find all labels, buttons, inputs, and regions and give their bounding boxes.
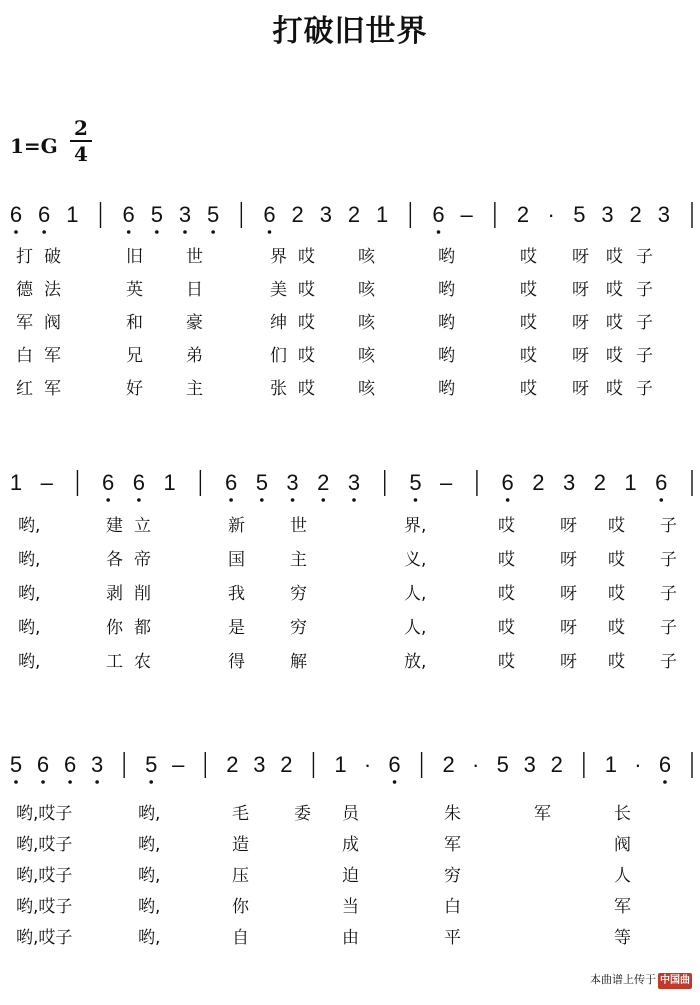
note: 3 [286,470,299,495]
lyric: 我 [228,584,245,604]
lyric: 英 [126,280,143,300]
lyric: 哟, [18,618,41,638]
note: 3 [601,202,614,227]
lyric: 是 [228,618,245,638]
lyric: 子 [636,379,653,399]
lyric: 哟 [438,346,455,366]
lyric: 哟, [18,550,41,570]
note: 2 [317,470,330,495]
lyric: 绅 [270,313,287,333]
low-octave-dot [414,498,418,502]
lyric: 哎 [520,346,537,366]
lyric: 工 [106,652,123,672]
time-signature-bottom: 4 [74,141,88,166]
note: 2 [629,202,642,227]
lyric: 穷 [290,618,307,638]
note: 2 [442,752,455,777]
lyric: 哎 [498,584,515,604]
lyric: 自 [232,928,249,948]
lyric: 哟 [438,280,455,300]
key-signature: 1=G [10,134,58,158]
note: – [460,202,473,227]
lyric: 哎 [606,280,623,300]
lyric: 军 [534,804,551,824]
note: 3 [178,202,192,227]
low-octave-dot [42,230,46,234]
lyric: 咳 [358,379,375,399]
note: 6 [38,202,51,227]
lyric: 剥 [106,584,123,604]
lyric: 呀 [560,550,577,570]
note: 6 [36,752,50,777]
low-octave-dot [321,498,325,502]
lyric: 哎 [498,516,515,536]
note: 2 [291,202,304,227]
low-octave-dot [106,498,110,502]
lyric: 呀 [572,379,589,399]
lyric: 农 [134,652,151,672]
low-octave-dot [437,230,441,234]
lyric: 立 [134,516,151,536]
lyric: 呀 [560,584,577,604]
lyric: 压 [232,866,249,886]
lyric: 哎 [520,313,537,333]
note: 1 [624,470,637,495]
lyric: 咳 [358,313,375,333]
lyric: 哎 [520,247,537,267]
low-octave-dot [95,780,99,784]
lyric: 哎 [298,247,315,267]
lyric: 哎 [498,652,515,672]
lyric: 哟, [138,804,161,824]
note: 6 [501,470,514,495]
lyric: 打 [16,247,33,267]
note: 1 [376,202,389,227]
note: 5 [573,202,586,227]
lyric: 破 [44,247,61,267]
lyric: 哎 [606,346,623,366]
lyric: 哎 [520,379,537,399]
lyric: 员 [342,804,359,824]
lyric: 美 [270,280,287,300]
lyric: 德 [16,280,33,300]
low-octave-dot [352,498,356,502]
site-logo: 中国曲谱网 [660,975,690,1002]
footer-text: 本曲谱上传于 [590,973,656,986]
lyric: 哟,哎子 [16,835,73,855]
lyric: 哟,哎子 [16,804,73,824]
low-octave-dot [663,780,667,784]
lyric: 穷 [290,584,307,604]
lyric: 子 [636,280,653,300]
lyric: 迫 [342,866,359,886]
lyric: 穷 [444,866,461,886]
lyric: 新 [228,516,245,536]
song-title: 打破旧世界 [272,14,428,49]
lyric: 人 [614,866,631,886]
lyric: 哟, [138,928,161,948]
note: 5 [150,202,163,227]
lyric: 弟 [186,346,203,366]
note: 3 [562,470,576,495]
lyric: 哎 [608,584,625,604]
lyric: 好 [126,379,143,399]
lyric: 哟, [18,652,41,672]
lyric: 哎 [608,550,625,570]
note: 5 [409,470,422,495]
lyric: 张 [270,379,287,399]
lyric: 呀 [560,516,577,536]
note: 2 [347,202,361,227]
note: 2 [532,470,545,495]
lyric: 由 [342,928,359,948]
note: – [440,470,453,495]
lyric: 都 [134,618,151,638]
note: – [40,470,53,495]
lyric: 你 [232,897,249,917]
lyric: 红 [16,379,33,399]
low-octave-dot [155,230,159,234]
lyric: 哎 [608,652,625,672]
lyric: 子 [636,346,653,366]
lyric: 哟 [438,247,455,267]
low-octave-dot [14,780,18,784]
lyric: 军 [444,835,461,855]
lyric: 子 [660,652,677,672]
lyric: 哎 [498,618,515,638]
lyric: 毛 [232,804,249,824]
lyric: 子 [636,247,653,267]
note: 3 [347,470,361,495]
lyric: 白 [16,346,33,366]
note: 2 [550,752,563,777]
lyric: 子 [660,550,677,570]
lyric: 咳 [358,346,375,366]
lyric: 各 [106,550,123,570]
low-octave-dot [211,230,215,234]
lyric: 子 [660,516,677,536]
note: 1 [9,470,23,495]
low-octave-dot [393,780,397,784]
low-octave-dot [260,498,264,502]
lyric: 哎 [298,346,315,366]
lyric: 呀 [572,346,589,366]
low-octave-dot [183,230,187,234]
note: 6 [658,752,672,777]
lyric: 朱 [444,804,461,824]
lyric: 白 [444,897,461,917]
note: – [172,752,185,777]
lyric: 削 [134,584,151,604]
note: 6 [224,470,238,495]
note: 6 [432,202,445,227]
note: 3 [319,202,332,227]
note: 6 [122,202,135,227]
lyric: 哎 [608,516,625,536]
lyric: 你 [106,618,123,638]
lyric: 长 [614,804,631,824]
lyric: 主 [186,379,203,399]
lyric: 呀 [560,652,577,672]
lyric: 军 [16,313,33,333]
note: 1 [604,752,618,777]
footer-note [590,971,656,987]
lyric: 兄 [126,346,143,366]
low-octave-dot [268,230,272,234]
note: · [634,752,642,777]
note: · [472,752,480,777]
lyric: 平 [444,928,461,948]
lyric: 哎 [606,379,623,399]
low-octave-dot [229,498,233,502]
note: 1 [66,202,79,227]
note: · [547,202,555,227]
lyric: 义, [404,550,427,570]
lyric: 哎 [498,550,515,570]
note: 3 [253,752,266,777]
note: 1 [334,752,347,777]
note: 6 [132,470,146,495]
lyric: 解 [290,652,307,672]
lyric: 哎 [520,280,537,300]
low-octave-dot [149,780,153,784]
note: 2 [593,470,606,495]
lyric: 哎 [606,247,623,267]
note: 6 [102,470,115,495]
lyric: 哟,哎子 [16,897,73,917]
lyric: 哎 [298,379,315,399]
lyric: 呀 [572,313,589,333]
lyric: 法 [44,280,61,300]
note: 3 [90,752,104,777]
low-octave-dot [68,780,72,784]
lyric: 阀 [44,313,61,333]
lyric: 子 [660,584,677,604]
lyric: 哟, [18,584,41,604]
low-octave-dot [506,498,510,502]
lyric: 国 [228,550,245,570]
lyric: 哟,哎子 [16,866,73,886]
lyric: 咳 [358,247,375,267]
lyric: 界 [270,247,287,267]
note: 5 [145,752,158,777]
lyric: 旧 [126,247,143,267]
note: 1 [163,470,176,495]
lyric: 成 [342,835,359,855]
note: 6 [263,202,276,227]
note: · [363,752,372,777]
note: 6 [655,470,668,495]
lyric: 哟, [138,897,161,917]
lyric: 哎 [298,280,315,300]
lyric: 人, [404,618,427,638]
lyric: 哟, [18,516,41,536]
lyric: 委 [294,804,311,824]
lyric: 哟, [138,835,161,855]
lyric: 们 [270,346,287,366]
lyric: 等 [614,928,631,948]
low-octave-dot [137,498,141,502]
note: 2 [280,752,293,777]
low-octave-dot [14,230,18,234]
lyric: 世 [290,516,307,536]
lyric: 豪 [186,313,203,333]
lyric: 哎 [298,313,315,333]
lyric: 哟, [138,866,161,886]
lyric: 得 [228,652,245,672]
lyric: 子 [636,313,653,333]
lyric: 呀 [572,280,589,300]
lyric: 哎 [608,618,625,638]
time-signature-top: 2 [74,116,88,140]
lyric: 建 [106,516,123,536]
lyric: 日 [186,280,203,300]
lyric: 军 [44,379,61,399]
lyric: 呀 [572,247,589,267]
lyric: 阀 [614,835,631,855]
low-octave-dot [291,498,295,502]
low-octave-dot [127,230,131,234]
lyric: 哟,哎子 [16,928,73,948]
note: 3 [523,752,536,777]
lyric: 造 [232,835,249,855]
note: 3 [657,202,670,227]
lyric: 哎 [606,313,623,333]
low-octave-dot [659,498,663,502]
lyric: 呀 [560,618,577,638]
note: 6 [9,202,23,227]
low-octave-dot [41,780,45,784]
lyric: 主 [290,550,307,570]
lyric: 和 [126,313,143,333]
lyric: 军 [44,346,61,366]
note: 5 [207,202,220,227]
lyric: 军 [614,897,631,917]
lyric: 当 [342,897,359,917]
lyric: 子 [660,618,677,638]
note: 6 [388,752,401,777]
note: 2 [516,202,530,227]
note: 5 [255,470,268,495]
lyric: 哟 [438,313,455,333]
lyric: 哟 [438,379,455,399]
note: 2 [226,752,239,777]
lyric: 放, [404,652,427,672]
lyric: 人, [404,584,427,604]
lyric: 界, [404,516,427,536]
lyric: 帝 [134,550,151,570]
note: 5 [496,752,509,777]
note: 5 [9,752,23,777]
note: 6 [63,752,77,777]
lyric: 世 [186,247,203,267]
lyric: 咳 [358,280,375,300]
